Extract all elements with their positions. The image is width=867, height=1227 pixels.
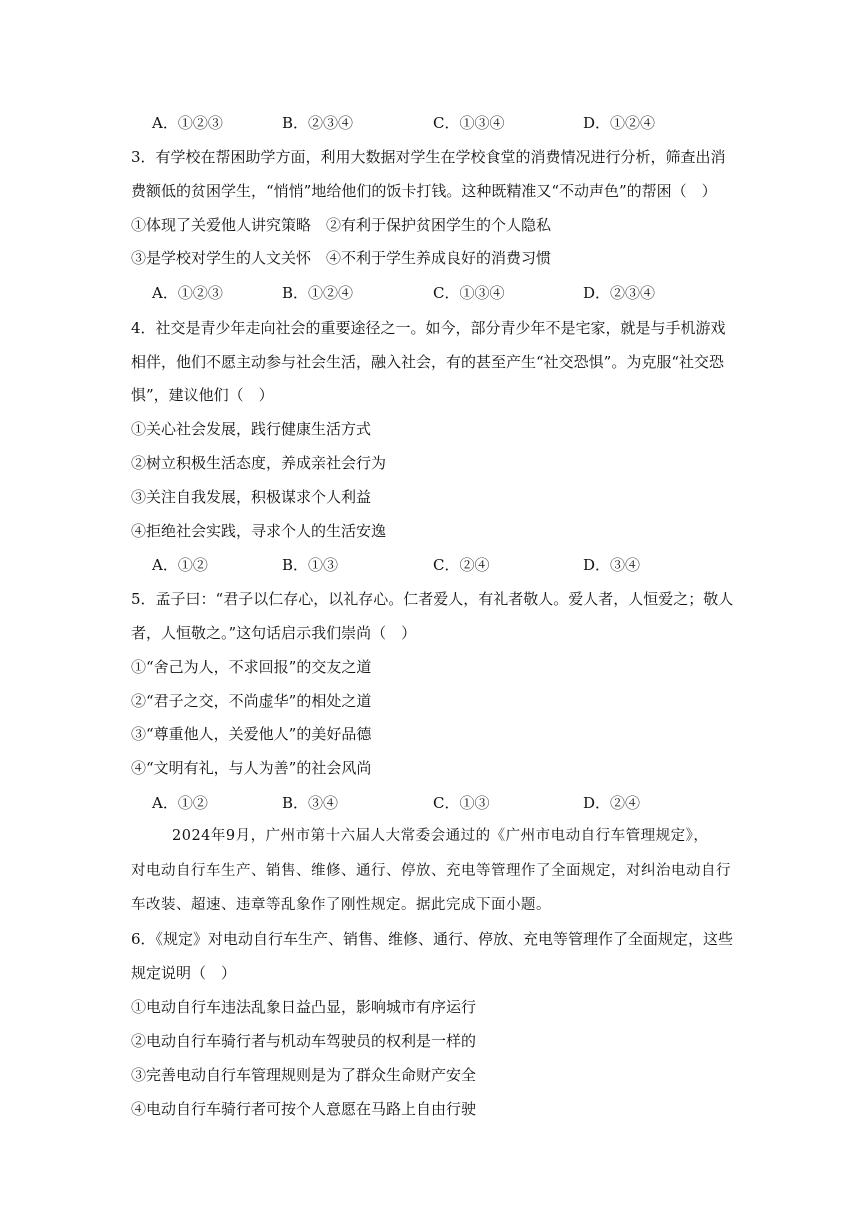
- q4-statement-4: ④拒绝社会实践，寻求个人的生活安逸: [131, 522, 387, 540]
- q5-option-b[interactable]: B．③④: [282, 794, 339, 812]
- q3-statement-2: ③是学校对学生的人文关怀 ④不利于学生养成良好的消费习惯: [131, 249, 552, 267]
- q6-statement-1: ①电动自行车违法乱象日益凸显，影响城市有序运行: [131, 998, 477, 1016]
- q6-statement-3: ③完善电动自行车管理规则是为了群众生命财产安全: [131, 1066, 477, 1084]
- q5-option-a[interactable]: A．①②: [152, 794, 208, 812]
- q5-option-d[interactable]: D．②④: [583, 794, 641, 812]
- q5-statement-3: ③“尊重他人，关爱他人”的美好品德: [131, 725, 372, 743]
- q6-statement-4: ④电动自行车骑行者可按个人意愿在马路上自由行驶: [131, 1100, 477, 1118]
- q3-statement-1: ①体现了关爱他人讲究策略 ②有利于保护贫困学生的个人隐私: [131, 216, 552, 234]
- q3-option-d[interactable]: D．②③④: [583, 284, 656, 302]
- q4-statement-3: ③关注自我发展，积极谋求个人利益: [131, 488, 372, 506]
- q4-stem-line-1: 4．社交是青少年走向社会的重要途径之一。如今，部分青少年不是宅家，就是与手机游戏: [131, 319, 726, 337]
- q2-option-d[interactable]: D．①②④: [583, 114, 656, 132]
- q4-option-b[interactable]: B．①③: [282, 556, 339, 574]
- q4-statement-1: ①关心社会发展，践行健康生活方式: [131, 420, 372, 438]
- q6-stem-line-1: 6．《规定》对电动自行车生产、销售、维修、通行、停放、充电等管理作了全面规定，这些: [131, 930, 734, 948]
- material-line-3: 车改装、超速、违章等乱象作了刚性规定。据此完成下面小题。: [131, 897, 551, 913]
- q5-stem-line-2: 者，人恒敬之。”这句话启示我们崇尚（ ）: [131, 624, 417, 642]
- q5-stem-line-1: 5．孟子曰：“君子以仁存心，以礼存心。仁者爱人，有礼者敬人。爱人者，人恒爱之；敬人: [131, 590, 734, 608]
- q6-statement-2: ②电动自行车骑行者与机动车驾驶员的权利是一样的: [131, 1032, 477, 1050]
- material-line-1: 2024年9月，广州市第十六届人大常委会通过的《广州市电动自行车管理规定》，: [172, 828, 709, 844]
- q4-statement-2: ②树立积极生活态度，养成亲社会行为: [131, 454, 387, 472]
- q4-options: [152, 555, 752, 575]
- q3-stem-line-1: 3．有学校在帮困助学方面，利用大数据对学生在学校食堂的消费情况进行分析，筛查出消: [131, 148, 726, 166]
- q4-option-d[interactable]: D．③④: [583, 556, 641, 574]
- q3-option-b[interactable]: B．①②④: [282, 284, 354, 302]
- q6-stem-line-2: 规定说明（ ）: [131, 964, 237, 982]
- q2-option-a[interactable]: A．①②③: [152, 114, 223, 132]
- q5-options: [152, 793, 752, 813]
- q3-option-a[interactable]: A．①②③: [152, 284, 223, 302]
- q5-statement-2: ②“君子之交，不尚虚华”的相处之道: [131, 692, 372, 710]
- q2-option-b[interactable]: B．②③④: [282, 114, 354, 132]
- q5-statement-1: ①“舍己为人，不求回报”的交友之道: [131, 658, 372, 676]
- q4-option-a[interactable]: A．①②: [152, 556, 208, 574]
- material-line-2: 对电动自行车生产、销售、维修、通行、停放、充电等管理作了全面规定，对纠治电动自行: [131, 863, 731, 879]
- q2-options: [152, 113, 752, 133]
- q4-option-c[interactable]: C．②④: [433, 556, 490, 574]
- q4-stem-line-3: 惧”，建议他们（ ）: [131, 386, 274, 404]
- q2-option-c[interactable]: C．①③④: [433, 114, 505, 132]
- q5-statement-4: ④“文明有礼，与人为善”的社会风尚: [131, 759, 372, 777]
- q3-options: [152, 283, 752, 303]
- q4-stem-line-2: 相伴，他们不愿主动参与社会生活，融入社会，有的甚至产生“社交恐惧”。为克服“社交恐: [131, 353, 725, 371]
- q5-option-c[interactable]: C．①③: [433, 794, 490, 812]
- q3-stem-line-2: 费额低的贫困学生，“悄悄”地给他们的饭卡打钱。这种既精准又“不动声色”的帮困（ ）: [131, 182, 717, 200]
- q3-option-c[interactable]: C．①③④: [433, 284, 505, 302]
